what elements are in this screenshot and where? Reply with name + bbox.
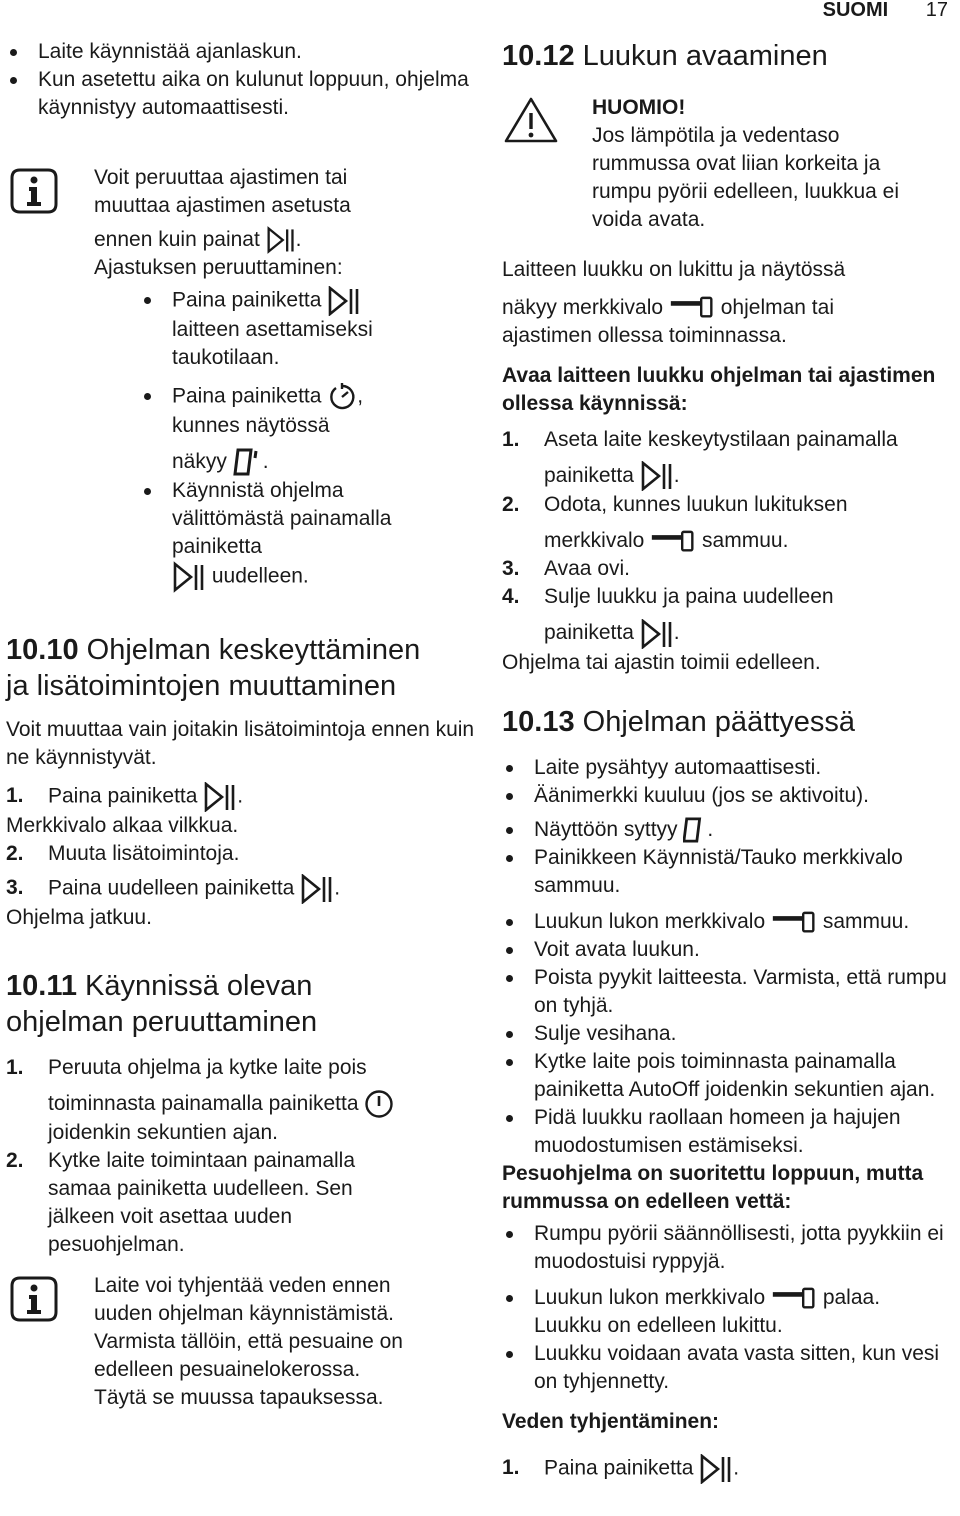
section-heading: 10.11 Käynnissä olevan ohjelman peruuttaminen	[6, 970, 318, 1038]
page-header	[823, 0, 948, 24]
sub-heading: Ajastuksen peruuttaminen:	[94, 256, 343, 280]
warning-box	[592, 94, 912, 234]
list-item: Sulje vesihana.	[502, 1020, 960, 1048]
list-item: Näyttöön syttyy .	[502, 816, 960, 844]
list-item: Kun asetettu aika on kulunut loppuun, ohjelma käynnistyy automaattisesti.	[6, 66, 476, 122]
page-number: 17	[925, 0, 948, 21]
section-heading: 10.13 Ohjelman päättyessä	[502, 706, 856, 738]
note-drain	[94, 1272, 404, 1412]
door-lock-icon	[771, 1287, 817, 1311]
step-note: Ohjelma jatkuu.	[6, 906, 152, 929]
display-zero-icon	[683, 816, 707, 844]
step-item: 2. Odota, kunnes luukun lukituksen merkkivalo sammuu.	[502, 493, 848, 553]
step-note: Merkkivalo alkaa vilkkua.	[6, 814, 239, 837]
list-item: Kytke laite pois toiminnasta painamalla painiketta AutoOff joidenkin sekuntien ajan.	[502, 1048, 960, 1104]
warning-icon	[504, 96, 558, 144]
list-item: Käynnistä ohjelma välittömästä painamalla painiketta uudelleen.	[140, 477, 430, 593]
start-pause-icon	[300, 874, 334, 904]
display-zero-icon	[233, 447, 263, 477]
door-open-content	[502, 256, 960, 677]
door-lock-icon	[669, 296, 715, 320]
note-timer	[94, 164, 414, 282]
list-item: Luukun lukon merkkivalo sammuu.	[502, 908, 960, 936]
paragraph: näkyy merkkivalo ohjelman tai	[502, 296, 834, 319]
section-10-10	[6, 632, 476, 932]
list-item: Luukun lukon merkkivalo palaa. Luukku on edelleen lukittu.	[502, 1284, 960, 1340]
info-icon	[10, 166, 58, 216]
step-item: 1. Peruuta ohjelma ja kytke laite pois toiminnasta painamalla painiketta joidenkin sekuntien ajan.	[6, 1054, 476, 1147]
list-item: Luukku voidaan avata vasta sitten, kun vesi on tyhjennetty.	[502, 1340, 960, 1396]
step-item: 1. Aseta laite keskeytystilaan painamalla painiketta .	[502, 426, 960, 491]
start-pause-icon	[203, 782, 237, 812]
list-item: Paina painiketta , kunnes näytössä näkyy .	[140, 382, 430, 477]
start-pause-icon	[640, 619, 674, 649]
list-item: Laite pysähtyy automaattisesti.	[502, 754, 960, 782]
step-item: 2. Kytke laite toimintaan painamalla samaa painiketta uudelleen. Sen jälkeen voit asettaa uuden pesuohjelman.	[6, 1149, 356, 1257]
section-10-11	[6, 968, 476, 1259]
section-10-13	[502, 704, 960, 1484]
list-item: Laite käynnistää ajanlaskun.	[6, 38, 476, 66]
section-heading: 10.10 Ohjelman keskeyttäminen ja lisätoimintojen muuttaminen	[6, 634, 421, 702]
list-item: Rumpu pyörii säännöllisesti, jotta pyykkiin ei muodostuisi ryppyjä.	[502, 1220, 960, 1276]
warning-title: HUOMIO!	[592, 96, 686, 119]
door-lock-icon	[771, 911, 817, 935]
start-pause-icon	[266, 226, 296, 254]
power-icon	[364, 1089, 394, 1119]
section-10-12	[502, 38, 960, 74]
step-item: 1. Paina painiketta .	[6, 782, 476, 812]
start-pause-icon	[327, 286, 361, 316]
step-item: 4. Sulje luukku ja paina uudelleen painiketta .	[502, 583, 960, 648]
list-item: Painikkeen Käynnistä/Tauko merkkivalo sammuu.	[502, 844, 960, 900]
bold-heading: Avaa laitteen luukku ohjelman tai ajastimen ollessa käynnissä:	[502, 364, 936, 415]
timer-icon	[327, 382, 357, 412]
start-pause-icon	[172, 561, 206, 593]
step-item: 2. Muuta lisätoimintoja.	[6, 842, 240, 865]
list-item: Voit avata luukun.	[502, 936, 960, 964]
note-text: ennen kuin painat .	[94, 226, 414, 254]
paragraph: ajastimen ollessa toiminnassa.	[502, 324, 787, 347]
start-pause-icon	[699, 1454, 733, 1484]
step-item: 3. Avaa ovi.	[502, 557, 630, 581]
step-item: 3. Paina uudelleen painiketta .	[6, 874, 476, 904]
bold-heading: Pesuohjelma on suoritettu loppuun, mutta rummussa on edelleen vettä:	[502, 1162, 924, 1214]
start-pause-icon	[640, 461, 674, 491]
list-item: Paina painiketta laitteen asettamiseksi taukotilaan.	[140, 286, 430, 372]
cancel-timer-list	[140, 286, 430, 593]
paragraph: Laitteen luukku on lukittu ja näytössä	[502, 258, 846, 281]
info-icon	[10, 1274, 58, 1324]
left-column	[6, 38, 476, 122]
list-item: Pidä luukku raollaan homeen ja hajujen muodostumisen estämiseksi.	[502, 1104, 960, 1160]
list-item: Poista pyykit laitteesta. Varmista, että rumpu on tyhjä.	[502, 964, 960, 1020]
language-label: SUOMI	[822, 0, 889, 21]
section-intro: Voit muuttaa vain joitakin lisätoimintoja ennen kuin ne käynnistyvät.	[6, 718, 475, 769]
warning-text: Jos lämpötila ja vedentaso rummussa ovat liian korkeita ja rumpu pyörii edelleen, luukkua ei voida avata.	[592, 124, 900, 231]
note-text: Voit peruuttaa ajastimen tai muuttaa ajastimen asetusta	[94, 166, 351, 217]
note-text: Laite voi tyhjentää veden ennen uuden ohjelman käynnistämistä. Varmista tällöin, että pesuaine on edelleen pesuainelokerossa. Täytä se muussa tapauksessa.	[94, 1274, 403, 1409]
paragraph: Ohjelma tai ajastin toimii edelleen.	[502, 650, 821, 674]
section-heading: 10.12 Luukun avaaminen	[502, 40, 828, 72]
list-item: Äänimerkki kuuluu (jos se aktivoitu).	[502, 782, 960, 810]
bold-heading: Veden tyhjentäminen:	[502, 1410, 720, 1434]
step-item: 1. Paina painiketta .	[502, 1454, 960, 1484]
door-lock-icon	[650, 530, 696, 554]
